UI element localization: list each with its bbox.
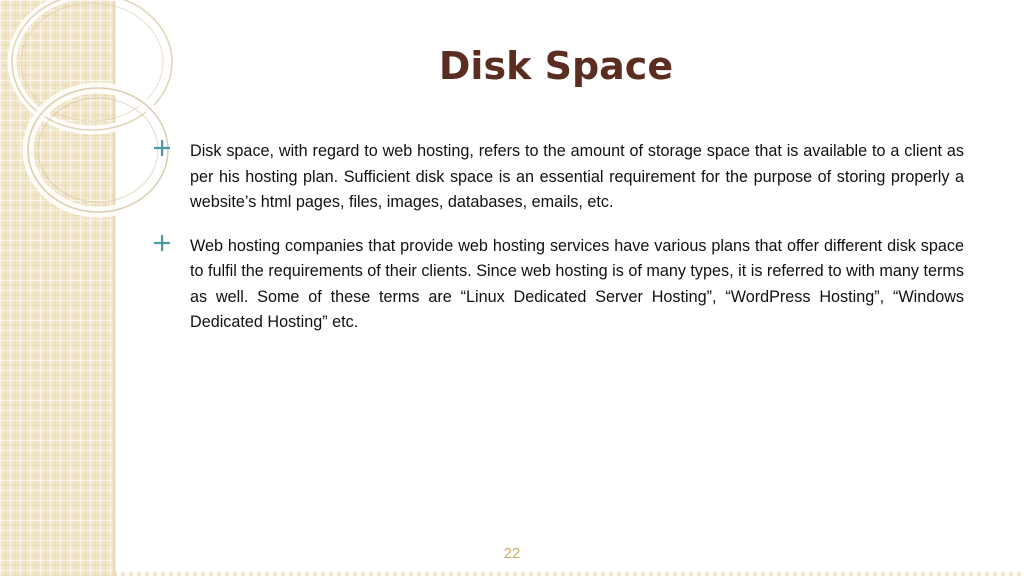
- bullet-text: Disk space, with regard to web hosting, refers to the amount of storage space that is available to a client as per his hosting plan. Sufficient disk space is an essential requirement for the purpose of storing properly a website’s html pages, files, images, databases, emails, etc.: [190, 142, 964, 211]
- plus-icon: [152, 138, 172, 158]
- bullet-item: [152, 139, 964, 216]
- slide-title: Disk Space: [438, 44, 674, 88]
- decorative-bottom-strip: [113, 572, 1024, 576]
- plus-icon: [152, 233, 172, 253]
- bullet-text: Web hosting companies that provide web hosting services have various plans that offer different disk space to fulfil the requirements of their clients. Since web hosting is of many types, it is referred to with many terms as well. Some of these terms are “Linux Dedicated Server Hosting”, “WordPress Hosting”, “Windows Dedicated Hosting” etc.: [190, 236, 964, 331]
- page-number: 22: [503, 545, 521, 562]
- bullet-list: [152, 139, 964, 354]
- bullet-item: [152, 234, 964, 336]
